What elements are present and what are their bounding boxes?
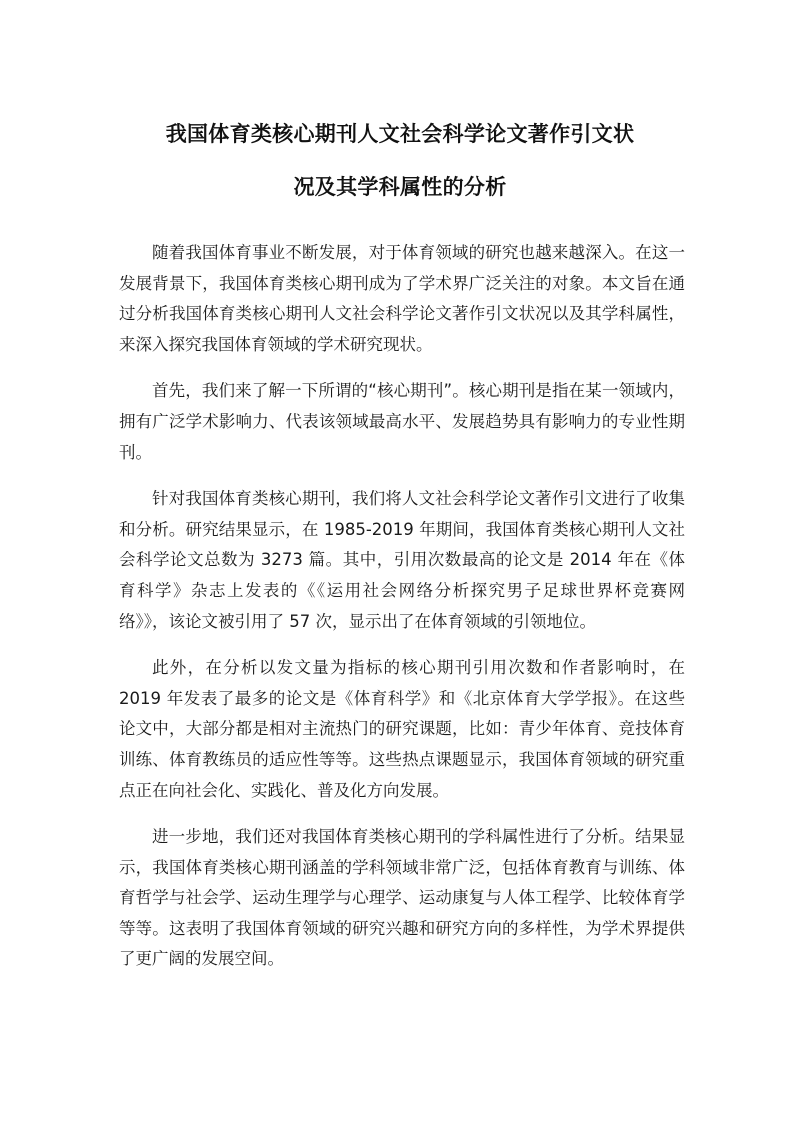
document-body — [119, 238, 685, 991]
paragraph-discipline-attributes: 进一步地，我们还对我国体育类核心期刊的学科属性进行了分析。结果显示，我国体育类核心期刊涵盖的学科领域非常广泛，包括体育教育与训练、体育哲学与社会学、运动生理学与心理学、运动康复与人体工程学、比较体育学等等。这表明了我国体育领域的研究兴趣和研究方向的多样性，为学术界提供了更广阔的发展空间。 — [119, 827, 685, 969]
paragraph-publication-volume: 此外，在分析以发文量为指标的核心期刊引用次数和作者影响时，在 2019 年发表了最多的论文是《体育科学》和《北京体育大学学报》。在这些论文中，大部分都是相对主流热门的研究课题，比如：青少年体育、竞技体育训练、体育教练员的适应性等等。这些热点课题显示，我国体育领域的研究重点正在向社会化、实践化、普及化方向发展。 — [119, 658, 685, 800]
paragraph-intro: 随着我国体育事业不断发展，对于体育领域的研究也越来越深入。在这一发展背景下，我国体育类核心期刊成为了学术界广泛关注的对象。本文旨在通过分析我国体育类核心期刊人文社会科学论文著作引文状况以及其学科属性，来深入探究我国体育领域的学术研究现状。 — [119, 243, 685, 354]
paragraph-core-journal-definition: 首先，我们来了解一下所谓的“核心期刊”。核心期刊是指在某一领域内，拥有广泛学术影响力、代表该领域最高水平、发展趋势具有影响力的专业性期刊。 — [119, 381, 685, 462]
document-title-line-2: 况及其学科属性的分析 — [293, 175, 507, 199]
document-title-line-1: 我国体育类核心期刊人文社会科学论文著作引文状 — [165, 122, 635, 146]
paragraph-citation-analysis: 针对我国体育类核心期刊，我们将人文社会科学论文著作引文进行了收集和分析。研究结果显示，在 1985-2019 年期间，我国体育类核心期刊人文社会科学论文总数为 3273 篇。其中，引用次数最高的论文是 2014 年在《体育科学》杂志上发表的《《运用社会网络分析探究男子足球世界杯竞赛网络》》，该论文被引用了 57 次，显示出了在体育领域的引领地位。 — [119, 489, 685, 631]
